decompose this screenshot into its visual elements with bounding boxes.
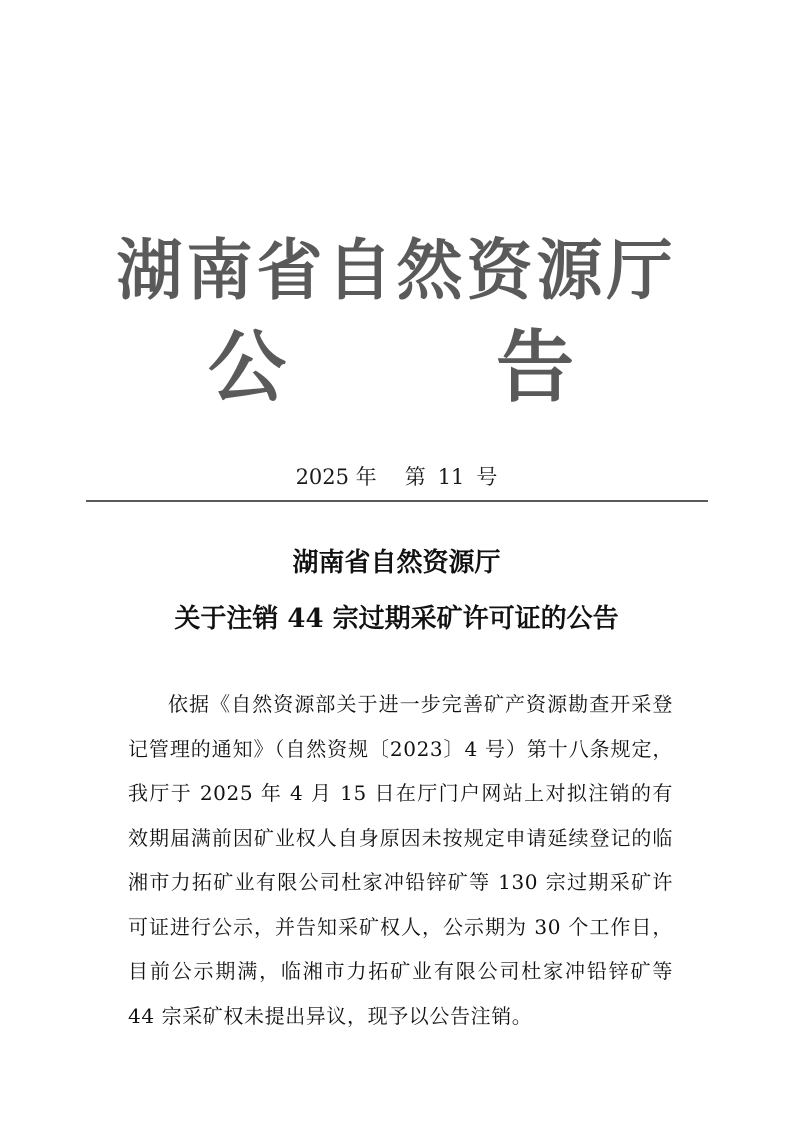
notice-title-line-1: 湖南省自然资源厅 xyxy=(292,548,501,578)
issuing-organization-title: 湖南省自然资源厅 xyxy=(116,232,677,309)
notice-title-line-2: 关于注销 44 宗过期采矿许可证的公告 xyxy=(174,604,619,634)
document-year: 2025 年 xyxy=(295,465,377,489)
document-type-heading xyxy=(0,318,793,418)
document-number xyxy=(0,462,793,492)
header-divider xyxy=(86,500,708,502)
notice-title xyxy=(0,535,793,647)
document-type-char-2: 告 xyxy=(496,323,575,413)
notice-body-paragraph: 依据《自然资源部关于进一步完善矿产资源勘查开采登记管理的通知》（自然资规〔2023〕4 号）第十八条规定，我厅于 2025 年 4 月 15 日在厅门户网站上对拟注销的有效期届满前因矿业权人自身原因未按规定申请延续登记的临湘市力拓矿业有限公司杜家冲铅锌矿等 130 宗过期采矿许可证进行公示，并告知采矿权人，公示期为 30 个工作日，目前公示期满，临湘市力拓矿业有限公司杜家冲铅锌矿等 44 宗采矿权未提出异议，现予以公告注销。 xyxy=(128,692,673,1028)
document-type-char-1: 公 xyxy=(208,323,287,413)
document-number-value: 11 xyxy=(437,465,465,489)
document-number-prefix: 第 xyxy=(404,465,426,489)
document-number-suffix: 号 xyxy=(476,465,498,489)
